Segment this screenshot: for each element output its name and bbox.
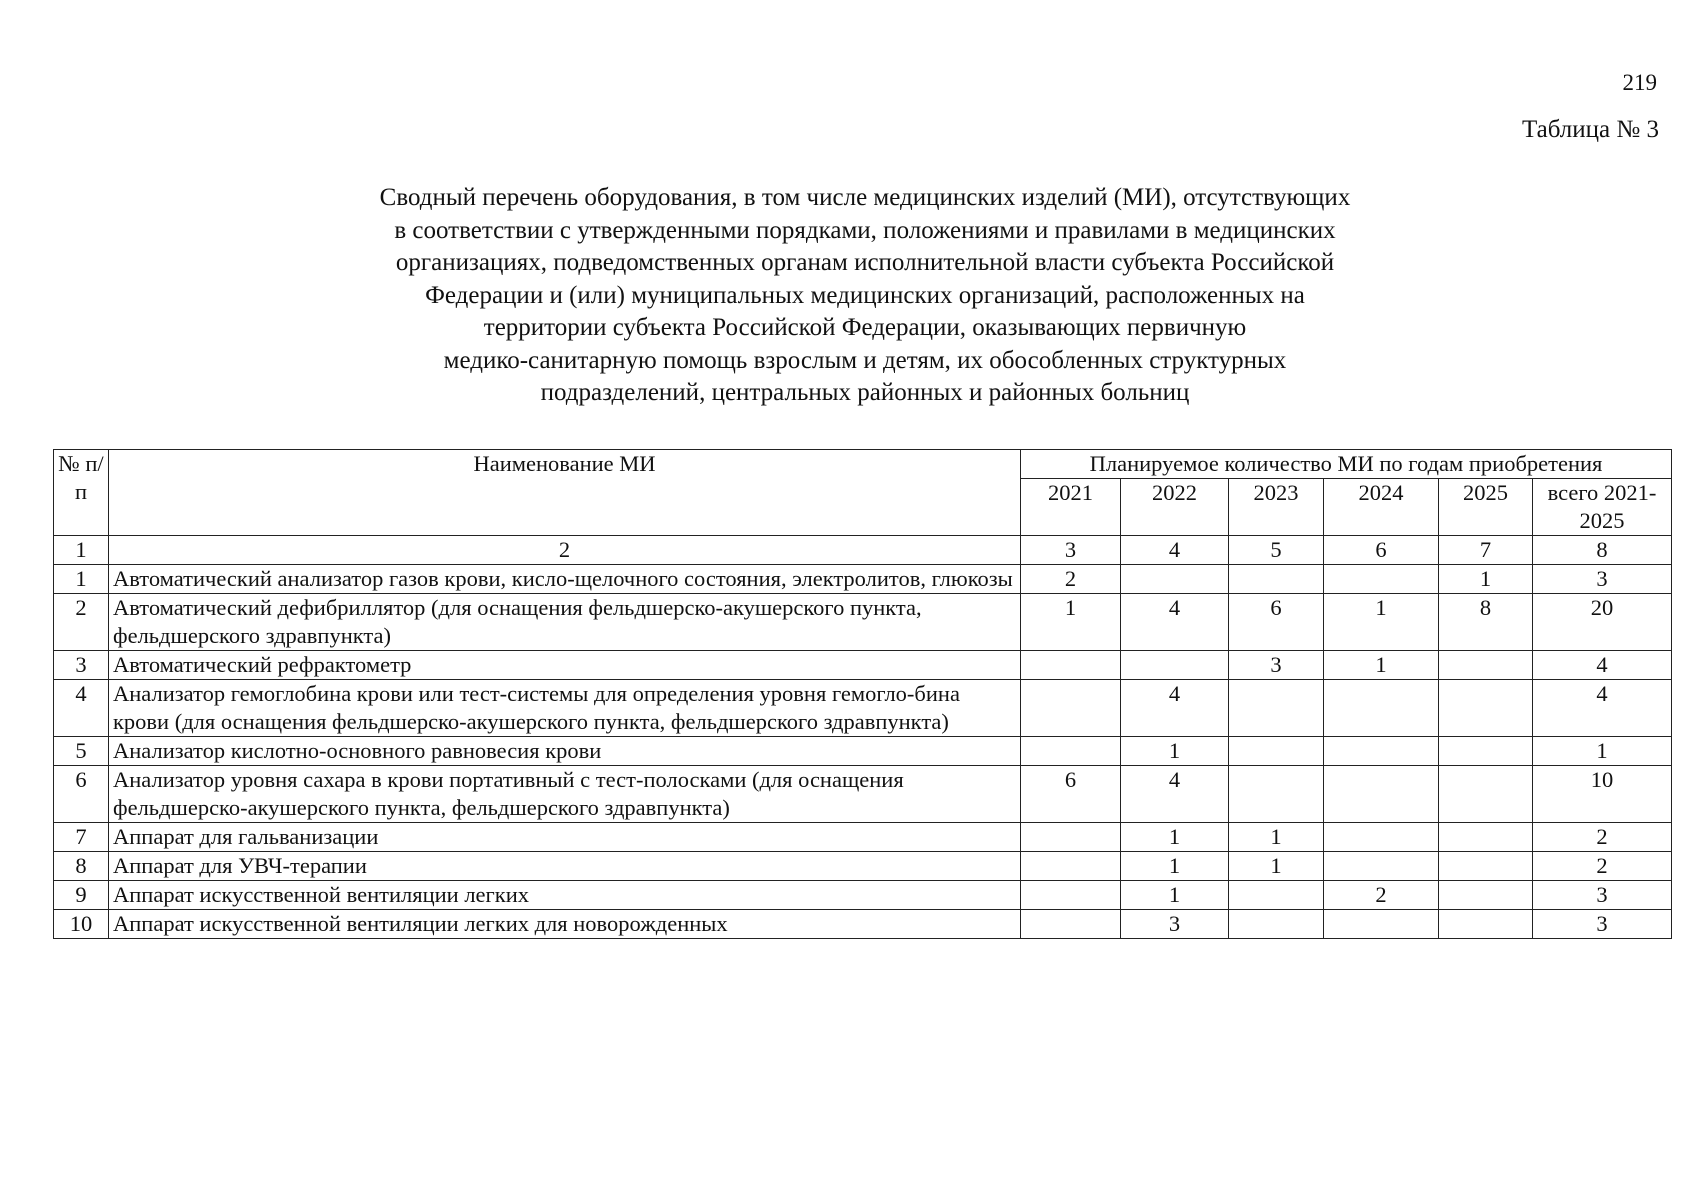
header-year: 2024 <box>1324 479 1439 536</box>
title-line: подразделений, центральных районных и районных больниц <box>540 379 1190 406</box>
year-cell <box>1121 651 1229 680</box>
item-name: Автоматический дефибриллятор (для оснащения фельдшерско-акушерского пункта, фельдшерского здравпункта) <box>109 594 1021 651</box>
header-total: всего 2021-2025 <box>1533 479 1672 536</box>
row-number: 10 <box>54 910 109 939</box>
year-cell: 4 <box>1121 766 1229 823</box>
year-cell <box>1021 651 1121 680</box>
column-number: 2 <box>109 536 1021 565</box>
year-cell: 3 <box>1121 910 1229 939</box>
row-number: 4 <box>54 680 109 737</box>
item-name: Анализатор уровня сахара в крови портативный с тест-полосками (для оснащения фельдшерско-акушерского пункта, фельдшерского здравпункта) <box>109 766 1021 823</box>
row-number: 1 <box>54 565 109 594</box>
equipment-table <box>53 449 1672 939</box>
row-number: 3 <box>54 651 109 680</box>
table-row <box>54 680 1672 737</box>
year-cell: 1 <box>1021 594 1121 651</box>
year-cell: 1 <box>1439 565 1533 594</box>
year-cell: 6 <box>1021 766 1121 823</box>
header-year: 2025 <box>1439 479 1533 536</box>
item-name: Автоматический анализатор газов крови, кисло-щелочного состояния, электролитов, глюкозы <box>109 565 1021 594</box>
year-cell: 3 <box>1229 651 1324 680</box>
year-cell <box>1324 910 1439 939</box>
row-number: 9 <box>54 881 109 910</box>
row-number: 7 <box>54 823 109 852</box>
year-cell <box>1439 852 1533 881</box>
year-cell <box>1229 881 1324 910</box>
year-cell <box>1121 565 1229 594</box>
table-row <box>54 766 1672 823</box>
item-name: Аппарат для гальванизации <box>109 823 1021 852</box>
column-number: 7 <box>1439 536 1533 565</box>
year-cell <box>1439 881 1533 910</box>
title-line: Федерации и (или) муниципальных медицинских организаций, расположенных на <box>425 281 1305 309</box>
year-cell: 8 <box>1439 594 1533 651</box>
total-cell: 4 <box>1533 651 1672 680</box>
title-line: организациях, подведомственных органам исполнительной власти субъекта Российской <box>395 249 1335 276</box>
year-cell <box>1021 910 1121 939</box>
row-number: 8 <box>54 852 109 881</box>
year-cell: 1 <box>1324 594 1439 651</box>
item-name: Анализатор кислотно-основного равновесия крови <box>109 737 1021 766</box>
table-row <box>54 881 1672 910</box>
year-cell <box>1229 910 1324 939</box>
year-cell: 1 <box>1121 737 1229 766</box>
header-name: Наименование МИ <box>109 450 1021 536</box>
table-header <box>54 450 1672 536</box>
item-name: Анализатор гемоглобина крови или тест-системы для определения уровня гемогло-бина крови (для оснащения фельдшерско-акушерского пункта, фельдшерского здравпункта) <box>109 680 1021 737</box>
year-cell: 4 <box>1121 594 1229 651</box>
column-number-row <box>54 536 1672 565</box>
year-cell <box>1324 565 1439 594</box>
year-cell <box>1324 823 1439 852</box>
year-cell <box>1439 680 1533 737</box>
year-cell: 1 <box>1229 852 1324 881</box>
year-cell <box>1439 910 1533 939</box>
total-cell: 4 <box>1533 680 1672 737</box>
item-name: Аппарат для УВЧ-терапии <box>109 852 1021 881</box>
table-row <box>54 651 1672 680</box>
table-row <box>54 565 1672 594</box>
item-name: Аппарат искусственной вентиляции легких для новорожденных <box>109 910 1021 939</box>
title-line: Сводный перечень оборудования, в том числе медицинских изделий (МИ), отсутствующих <box>379 184 1351 211</box>
year-cell <box>1439 737 1533 766</box>
year-cell: 2 <box>1324 881 1439 910</box>
row-number: 6 <box>54 766 109 823</box>
year-cell: 2 <box>1021 565 1121 594</box>
column-number: 3 <box>1021 536 1121 565</box>
table-row <box>54 852 1672 881</box>
column-number: 8 <box>1533 536 1672 565</box>
item-name: Аппарат искусственной вентиляции легких <box>109 881 1021 910</box>
title-line: в соответствии с утвержденными порядками, положениями и правилами в медицинских <box>394 216 1336 244</box>
year-cell: 1 <box>1121 823 1229 852</box>
table-row <box>54 823 1672 852</box>
year-cell <box>1439 823 1533 852</box>
year-cell <box>1021 680 1121 737</box>
year-cell <box>1021 737 1121 766</box>
column-number: 6 <box>1324 536 1439 565</box>
year-cell <box>1021 823 1121 852</box>
header-year: 2022 <box>1121 479 1229 536</box>
year-cell <box>1324 766 1439 823</box>
year-cell <box>1021 881 1121 910</box>
column-number: 1 <box>54 536 109 565</box>
item-name: Автоматический рефрактометр <box>109 651 1021 680</box>
year-cell <box>1439 766 1533 823</box>
year-cell <box>1229 737 1324 766</box>
column-number: 5 <box>1229 536 1324 565</box>
year-cell <box>1229 565 1324 594</box>
header-planned: Планируемое количество МИ по годам приобретения <box>1021 450 1672 479</box>
total-cell: 2 <box>1533 823 1672 852</box>
title-line: территории субъекта Российской Федерации, оказывающих первичную <box>483 314 1247 341</box>
header-year: 2021 <box>1021 479 1121 536</box>
year-cell <box>1439 651 1533 680</box>
year-cell <box>1324 680 1439 737</box>
title-line: медико-санитарную помощь взрослым и детям, их обособленных структурных <box>443 346 1287 374</box>
year-cell <box>1229 766 1324 823</box>
row-number: 5 <box>54 737 109 766</box>
table-row <box>54 594 1672 651</box>
year-cell: 1 <box>1121 852 1229 881</box>
column-number: 4 <box>1121 536 1229 565</box>
year-cell <box>1324 737 1439 766</box>
total-cell: 10 <box>1533 766 1672 823</box>
total-cell: 3 <box>1533 881 1672 910</box>
year-cell: 4 <box>1121 680 1229 737</box>
year-cell: 6 <box>1229 594 1324 651</box>
total-cell: 2 <box>1533 852 1672 881</box>
document-title <box>200 182 1530 410</box>
page-number: 219 <box>1622 70 1657 95</box>
row-number: 2 <box>54 594 109 651</box>
table-row <box>54 737 1672 766</box>
total-cell: 1 <box>1533 737 1672 766</box>
table-body <box>54 565 1672 939</box>
total-cell: 20 <box>1533 594 1672 651</box>
year-cell: 1 <box>1229 823 1324 852</box>
table-row <box>54 910 1672 939</box>
total-cell: 3 <box>1533 910 1672 939</box>
header-num: № п/п <box>54 450 109 536</box>
table-label: Таблица № 3 <box>1521 116 1659 143</box>
year-cell <box>1021 852 1121 881</box>
year-cell: 1 <box>1121 881 1229 910</box>
year-cell: 1 <box>1324 651 1439 680</box>
total-cell: 3 <box>1533 565 1672 594</box>
header-year: 2023 <box>1229 479 1324 536</box>
year-cell <box>1229 680 1324 737</box>
year-cell <box>1324 852 1439 881</box>
